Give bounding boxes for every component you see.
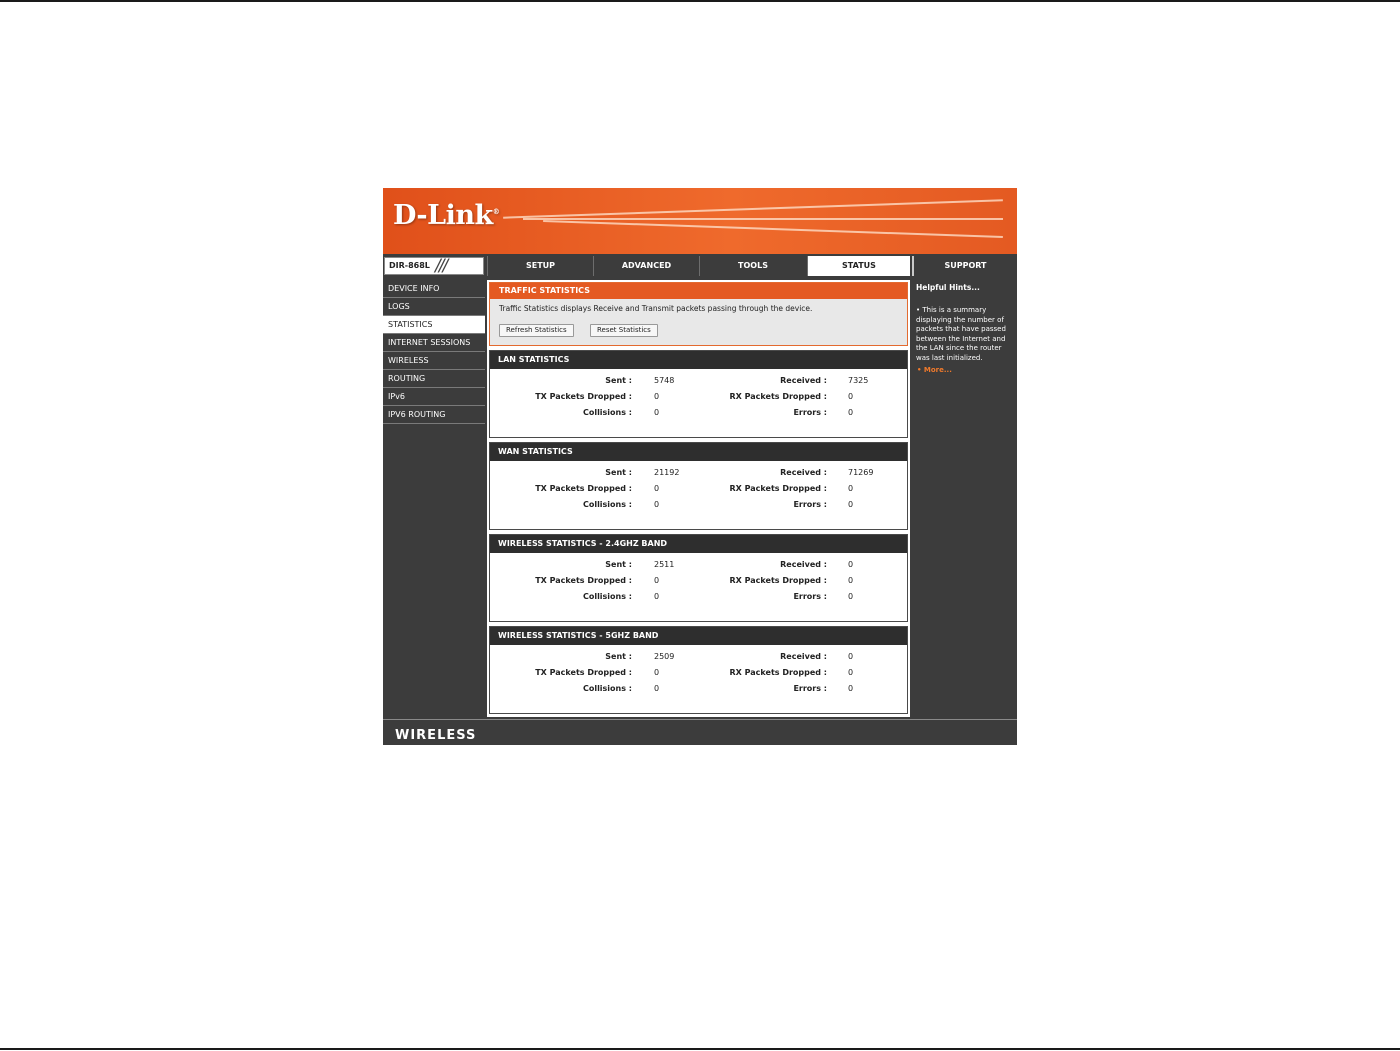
received-value: 7325 — [848, 376, 869, 385]
tx-dropped-value: 0 — [654, 484, 660, 493]
collisions-value: 0 — [654, 684, 660, 693]
logo-text: D-Link — [393, 200, 493, 231]
refresh-statistics-button[interactable]: Refresh Statistics — [499, 324, 574, 337]
received-value: 0 — [848, 560, 854, 569]
tx-dropped-label: TX Packets Dropped : — [535, 484, 632, 493]
sent-value: 2511 — [654, 560, 675, 569]
sidebar-item-wireless[interactable]: WIRELESS — [383, 352, 485, 370]
received-value: 71269 — [848, 468, 874, 477]
tx-dropped-label: TX Packets Dropped : — [535, 668, 632, 677]
hints-title: Helpful Hints... — [916, 283, 980, 292]
collisions-label: Collisions : — [582, 684, 632, 693]
footer — [383, 719, 1017, 745]
sidebar-item-device-info[interactable]: DEVICE INFO — [383, 280, 485, 298]
section-title: LAN STATISTICS — [490, 351, 907, 369]
traffic-description: Traffic Statistics displays Receive and Transmit packets passing through the device. — [499, 304, 813, 313]
lan-statistics-panel — [489, 350, 908, 438]
traffic-title: TRAFFIC STATISTICS — [490, 283, 907, 299]
stat-row — [490, 652, 907, 668]
helpful-hints-panel — [913, 280, 1017, 717]
errors-value: 0 — [848, 408, 854, 417]
model-label: DIR-868L — [389, 261, 430, 270]
sidebar-item-internet-sessions[interactable]: INTERNET SESSIONS — [383, 334, 485, 352]
sent-value: 2509 — [654, 652, 675, 661]
tab-status[interactable]: STATUS — [807, 256, 910, 276]
stat-row — [490, 484, 907, 500]
sent-label: Sent : — [605, 560, 632, 569]
tx-dropped-label: TX Packets Dropped : — [535, 576, 632, 585]
bottom-rule — [0, 1048, 1400, 1050]
errors-label: Errors : — [793, 408, 827, 417]
sidebar-item-ipv6[interactable]: IPv6 — [383, 388, 485, 406]
wireless-24ghz-statistics-panel — [489, 534, 908, 622]
tab-support[interactable]: SUPPORT — [912, 256, 1017, 276]
tab-advanced[interactable]: ADVANCED — [593, 256, 699, 276]
footer-wireless-brand: WIRELESS — [395, 728, 477, 743]
collisions-value: 0 — [654, 408, 660, 417]
header-banner — [383, 188, 1017, 254]
received-value: 0 — [848, 652, 854, 661]
sent-value: 5748 — [654, 376, 675, 385]
more-link[interactable]: • More... — [917, 366, 952, 374]
stat-row — [490, 392, 907, 408]
wireless-5ghz-statistics-panel — [489, 626, 908, 714]
hints-body: • This is a summary displaying the number of packets that have passed between the Internet and the LAN since the router was last initialized. — [916, 306, 1006, 362]
sent-value: 21192 — [654, 468, 680, 477]
stat-row — [490, 668, 907, 684]
router-admin-window — [383, 188, 1017, 745]
collisions-label: Collisions : — [582, 592, 632, 601]
rx-dropped-label: RX Packets Dropped : — [729, 484, 827, 493]
stat-row — [490, 376, 907, 392]
rx-dropped-label: RX Packets Dropped : — [729, 576, 827, 585]
section-title: WIRELESS STATISTICS - 5GHZ BAND — [490, 627, 907, 645]
errors-label: Errors : — [793, 592, 827, 601]
collisions-label: Collisions : — [582, 408, 632, 417]
main-content — [487, 280, 910, 717]
tab-tools[interactable]: TOOLS — [699, 256, 806, 276]
slash-decoration: /// — [435, 256, 447, 276]
rx-dropped-label: RX Packets Dropped : — [729, 668, 827, 677]
sent-label: Sent : — [605, 468, 632, 477]
stat-row — [490, 408, 907, 424]
rx-dropped-value: 0 — [848, 484, 854, 493]
rx-dropped-value: 0 — [848, 392, 854, 401]
errors-label: Errors : — [793, 684, 827, 693]
rx-dropped-value: 0 — [848, 576, 854, 585]
collisions-label: Collisions : — [582, 500, 632, 509]
errors-value: 0 — [848, 592, 854, 601]
sidebar — [383, 280, 485, 717]
top-rule — [0, 0, 1400, 2]
tab-setup[interactable]: SETUP — [487, 256, 593, 276]
top-nav — [383, 254, 1017, 278]
stat-row — [490, 592, 907, 608]
sent-label: Sent : — [605, 652, 632, 661]
banner-streak — [523, 218, 1003, 220]
rx-dropped-label: RX Packets Dropped : — [729, 392, 827, 401]
wan-statistics-panel — [489, 442, 908, 530]
received-label: Received : — [780, 376, 827, 385]
tx-dropped-label: TX Packets Dropped : — [535, 392, 632, 401]
stat-row — [490, 468, 907, 484]
received-label: Received : — [780, 652, 827, 661]
collisions-value: 0 — [654, 500, 660, 509]
banner-streak — [503, 199, 1003, 218]
dlink-logo: D-Link® — [393, 200, 500, 231]
received-label: Received : — [780, 560, 827, 569]
sidebar-item-ipv6-routing[interactable]: IPV6 ROUTING — [383, 406, 485, 424]
tx-dropped-value: 0 — [654, 576, 660, 585]
stat-row — [490, 560, 907, 576]
section-title: WAN STATISTICS — [490, 443, 907, 461]
errors-value: 0 — [848, 500, 854, 509]
received-label: Received : — [780, 468, 827, 477]
tx-dropped-value: 0 — [654, 392, 660, 401]
stat-row — [490, 684, 907, 700]
collisions-value: 0 — [654, 592, 660, 601]
model-badge — [384, 257, 484, 275]
sidebar-item-statistics[interactable]: STATISTICS — [383, 316, 485, 334]
sent-label: Sent : — [605, 376, 632, 385]
reset-statistics-button[interactable]: Reset Statistics — [590, 324, 658, 337]
errors-value: 0 — [848, 684, 854, 693]
rx-dropped-value: 0 — [848, 668, 854, 677]
banner-streak — [543, 220, 1003, 238]
stat-row — [490, 500, 907, 516]
sidebar-item-routing[interactable]: ROUTING — [383, 370, 485, 388]
sidebar-item-logs[interactable]: LOGS — [383, 298, 485, 316]
tx-dropped-value: 0 — [654, 668, 660, 677]
stat-row — [490, 576, 907, 592]
section-title: WIRELESS STATISTICS - 2.4GHZ BAND — [490, 535, 907, 553]
traffic-statistics-panel — [489, 282, 908, 346]
errors-label: Errors : — [793, 500, 827, 509]
